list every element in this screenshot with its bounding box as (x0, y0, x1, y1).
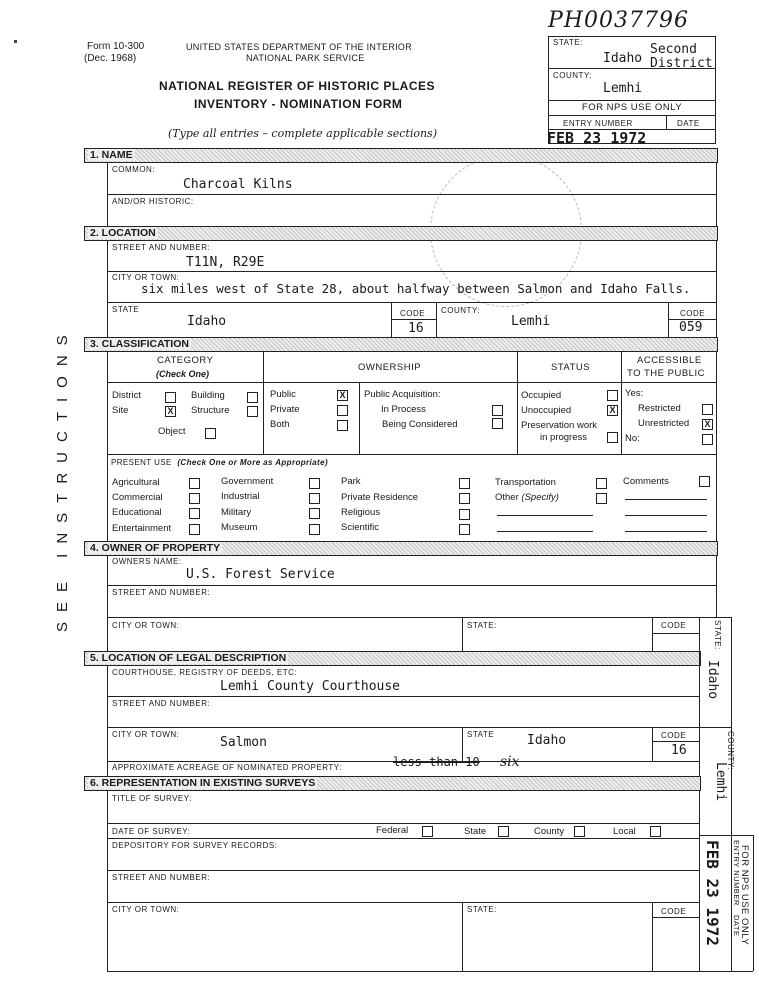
form-rule (621, 351, 622, 454)
section-1-header (84, 148, 718, 163)
legal-code-value: 16 (671, 743, 687, 758)
category-site-checkbox[interactable]: X (165, 406, 176, 417)
in-process-checkbox[interactable] (492, 405, 503, 416)
right-date-stamp: FEB 23 1972 (703, 840, 722, 946)
location-city-value: six miles west of State 28, about halfway between Salmon and Idaho Falls. (141, 281, 691, 296)
section-5-title: 5. LOCATION OF LEGAL DESCRIPTION (90, 652, 287, 664)
use-government-label: Government (221, 476, 274, 487)
form-rule (107, 902, 699, 903)
survey-code-label: CODE (661, 907, 687, 916)
location-state-label: STATE (112, 305, 140, 314)
category-header: CATEGORY (157, 355, 214, 366)
location-county-label: COUNTY: (441, 306, 481, 315)
category-building-label: Building (191, 390, 225, 401)
legal-city-label: CITY OR TOWN: (112, 730, 180, 739)
accessible-restricted-checkbox[interactable] (702, 404, 713, 415)
form-rule (107, 823, 699, 824)
agency-line-2: NATIONAL PARK SERVICE (246, 53, 365, 63)
use-scientific-checkbox[interactable] (459, 524, 470, 535)
form-rule (517, 351, 518, 454)
section-left-border (107, 351, 108, 541)
status-occupied-label: Occupied (521, 390, 562, 401)
survey-date-label: DATE OF SURVEY: (112, 827, 191, 836)
use-entertainment-label: Entertainment (112, 523, 172, 534)
use-industrial-checkbox[interactable] (309, 493, 320, 504)
status-preservation-label-2: in progress (540, 432, 587, 443)
survey-county-label: County (534, 826, 565, 837)
acreage-struck-value: less than 10 (393, 755, 480, 769)
form-rule (107, 727, 699, 728)
survey-county-checkbox[interactable] (574, 826, 585, 837)
form-number: Form 10-300 (87, 41, 145, 52)
location-county-value: Lemhi (511, 314, 551, 329)
survey-local-label: Local (613, 826, 636, 837)
survey-title-label: TITLE OF SURVEY: (112, 794, 192, 803)
courthouse-label: COURTHOUSE, REGISTRY OF DEEDS, ETC: (112, 668, 298, 677)
right-state-label: STATE: (713, 620, 722, 650)
use-other-hint: (Specify) (521, 492, 559, 503)
common-label: COMMON: (112, 165, 156, 174)
right-nps-label: FOR NPS USE ONLY (739, 845, 750, 946)
legal-code-label: CODE (661, 731, 687, 740)
category-subheader: (Check One) (156, 369, 210, 379)
top-date-stamp: FEB 23 1972 (547, 129, 647, 147)
survey-state-checkbox[interactable] (498, 826, 509, 837)
ownership-public-label: Public (270, 389, 296, 400)
ownership-header: OWNERSHIP (358, 362, 422, 373)
use-comments-label: Comments (623, 476, 669, 487)
legal-state-label: STATE (467, 730, 495, 739)
section-right-border (716, 351, 717, 541)
acreage-label: APPROXIMATE ACREAGE OF NOMINATED PROPERTY: (112, 763, 342, 772)
section-2-title: 2. LOCATION (90, 227, 156, 239)
ownership-private-checkbox[interactable] (337, 405, 348, 416)
top-state-value: Idaho (603, 51, 643, 66)
section-6-title: 6. REPRESENTATION IN EXISTING SURVEYS (90, 777, 316, 789)
status-preservation-label-1: Preservation work (521, 420, 598, 431)
section-3-header (84, 337, 718, 352)
form-rule (652, 727, 653, 761)
section-2-header (84, 226, 718, 241)
right-strip-border (699, 835, 753, 836)
form-rule (107, 585, 716, 586)
category-object-label: Object (158, 426, 186, 437)
location-code-value: 16 (408, 321, 424, 336)
survey-state-label-2: STATE: (467, 905, 497, 914)
use-private-residence-label: Private Residence (341, 492, 419, 503)
accessible-unrestricted-checkbox[interactable]: X (702, 419, 713, 430)
top-nps-label: FOR NPS USE ONLY (581, 102, 683, 113)
use-agricultural-label: Agricultural (112, 477, 160, 488)
survey-federal-checkbox[interactable] (422, 826, 433, 837)
location-state-value: Idaho (187, 314, 227, 329)
right-strip-border (699, 727, 731, 728)
right-strip-border (699, 617, 731, 618)
use-religious-label: Religious (341, 507, 381, 518)
form-rule (652, 617, 653, 651)
form-rule (359, 382, 360, 454)
section-left-border (107, 555, 108, 651)
form-rule (107, 838, 699, 839)
use-scientific-label: Scientific (341, 522, 380, 533)
use-transportation-checkbox[interactable] (596, 478, 607, 489)
accessible-header-2: TO THE PUBLIC (627, 368, 705, 379)
accessible-restricted-label: Restricted (638, 403, 681, 414)
courthouse-value: Lemhi County Courthouse (220, 679, 401, 694)
form-bottom-rule (107, 971, 699, 972)
category-district-checkbox[interactable] (165, 392, 176, 403)
common-name-value: Charcoal Kilns (183, 177, 293, 192)
right-strip-border (699, 617, 700, 971)
legal-city-value: Salmon (220, 735, 267, 750)
present-use-label-text: PRESENT USE (111, 458, 172, 467)
owner-street-label: STREET AND NUMBER: (112, 588, 211, 597)
instructions-note: (Type all entries – complete applicable sections) (168, 127, 437, 140)
ownership-public-checkbox[interactable]: X (337, 390, 348, 401)
form-rule (107, 454, 716, 455)
category-structure-checkbox[interactable] (247, 406, 258, 417)
present-use-hint: (Check One or More as Appropriate) (177, 458, 329, 467)
section-3-title: 3. CLASSIFICATION (90, 338, 189, 350)
status-preservation-checkbox[interactable] (607, 432, 618, 443)
use-educational-checkbox[interactable] (189, 508, 200, 519)
right-strip-border (753, 835, 754, 971)
accessible-unrestricted-label: Unrestricted (638, 418, 690, 429)
use-private-residence-checkbox[interactable] (459, 493, 470, 504)
use-industrial-label: Industrial (221, 491, 260, 502)
section-4-header (84, 541, 718, 556)
form-rule (107, 302, 716, 303)
use-religious-checkbox[interactable] (459, 509, 470, 520)
legal-street-label: STREET AND NUMBER: (112, 699, 211, 708)
form-rule (462, 617, 463, 651)
accessible-no-checkbox[interactable] (702, 434, 713, 445)
section-5-header (84, 651, 701, 666)
survey-state-label: State (464, 826, 487, 837)
survey-federal-label: Federal (376, 825, 409, 836)
section-left-border (107, 665, 108, 776)
form-rule (462, 902, 463, 971)
use-park-label: Park (341, 476, 361, 487)
form-rule (391, 319, 436, 320)
top-box-divider (548, 100, 716, 101)
section-right-border (716, 240, 717, 337)
form-date: (Dec. 1968) (84, 53, 137, 64)
use-other-checkbox[interactable] (596, 493, 607, 504)
section-left-border (107, 240, 108, 337)
ownership-private-label: Private (270, 404, 300, 415)
being-considered-label: Being Considered (382, 419, 458, 430)
right-date-label: DATE (732, 915, 741, 937)
top-district-value: Second District (650, 42, 713, 71)
acreage-handwritten-value: six (500, 754, 520, 770)
right-entry-label: ENTRY NUMBER (732, 840, 741, 906)
form-rule (107, 194, 716, 195)
top-county-label: COUNTY: (553, 71, 593, 80)
speck (14, 40, 17, 43)
form-rule (107, 271, 716, 272)
section-1-title: 1. NAME (90, 149, 133, 161)
form-rule (652, 902, 653, 971)
survey-city-label: CITY OR TOWN: (112, 905, 180, 914)
category-structure-label: Structure (191, 405, 230, 416)
form-rule (652, 917, 699, 918)
use-transportation-label: Transportation (495, 477, 556, 488)
right-strip-border (699, 971, 753, 972)
other-blank-line-2 (497, 531, 593, 532)
public-acquisition-label: Public Acquisition: (364, 389, 441, 400)
handwritten-reference-number: PH0037796 (548, 8, 689, 33)
other-blank-line-1 (497, 515, 593, 516)
ownership-both-checkbox[interactable] (337, 420, 348, 431)
form-rule (107, 870, 699, 871)
use-park-checkbox[interactable] (459, 478, 470, 489)
use-museum-checkbox[interactable] (309, 524, 320, 535)
location-code-label: CODE (400, 309, 426, 318)
category-object-checkbox[interactable] (205, 428, 216, 439)
top-county-value: Lemhi (603, 81, 643, 96)
location-city-label: CITY OR TOWN: (112, 273, 180, 282)
owner-state-label: STATE: (467, 621, 497, 630)
location-code2-value: 059 (679, 320, 703, 335)
location-code2-label: CODE (680, 309, 706, 318)
status-unoccupied-label: Unoccupied (521, 405, 572, 416)
accessible-yes-label: Yes: (625, 388, 644, 399)
use-museum-label: Museum (221, 522, 258, 533)
comments-blank-line-1 (625, 499, 707, 500)
use-other-label (495, 492, 559, 503)
section-right-border (716, 162, 717, 226)
form-rule (436, 302, 437, 337)
form-title-line-2: INVENTORY - NOMINATION FORM (194, 97, 403, 111)
top-state-label: STATE: (553, 38, 583, 47)
comments-blank-line-3 (625, 531, 707, 532)
top-box-divider (548, 115, 716, 116)
location-street-label: STREET AND NUMBER: (112, 243, 211, 252)
location-street-value: T11N, R29E (186, 255, 265, 270)
agency-line-1: UNITED STATES DEPARTMENT OF THE INTERIOR (186, 42, 413, 52)
owner-name-label: OWNERS NAME: (112, 557, 182, 566)
top-box-divider (548, 68, 716, 69)
form-rule (107, 382, 716, 383)
use-military-checkbox[interactable] (309, 508, 320, 519)
use-commercial-label: Commercial (112, 492, 163, 503)
see-instructions-side-text: SEE INSTRUCTIONS (54, 325, 71, 632)
owner-city-label: CITY OR TOWN: (112, 621, 180, 630)
section-right-border (716, 555, 717, 617)
status-header: STATUS (551, 362, 591, 373)
form-rule (107, 696, 699, 697)
section-4-title: 4. OWNER OF PROPERTY (90, 542, 221, 554)
present-use-label (111, 458, 328, 467)
ownership-both-label: Both (270, 419, 290, 430)
top-entry-label: ENTRY NUMBER (563, 119, 633, 128)
survey-street-label: STREET AND NUMBER: (112, 873, 211, 882)
top-date-label: DATE (677, 119, 700, 128)
form-rule (263, 351, 264, 454)
form-title-line-1: NATIONAL REGISTER OF HISTORIC PLACES (159, 79, 436, 93)
use-government-checkbox[interactable] (309, 478, 320, 489)
section-6-header (84, 776, 701, 791)
right-state-value: Idaho (705, 660, 720, 700)
right-county-value: Lemhi (713, 762, 728, 802)
use-commercial-checkbox[interactable] (189, 493, 200, 504)
historic-label: AND/OR HISTORIC: (112, 197, 194, 206)
form-rule (652, 741, 699, 742)
category-building-checkbox[interactable] (247, 392, 258, 403)
use-educational-label: Educational (112, 507, 162, 518)
use-entertainment-checkbox[interactable] (189, 524, 200, 535)
being-considered-checkbox[interactable] (492, 418, 503, 429)
use-comments-checkbox[interactable] (699, 476, 710, 487)
comments-blank-line-2 (625, 515, 707, 516)
in-process-label: In Process (381, 404, 426, 415)
use-military-label: Military (221, 507, 252, 518)
survey-local-checkbox[interactable] (650, 826, 661, 837)
form-rule (107, 617, 716, 618)
use-other-text: Other (495, 492, 519, 503)
accessible-no-label: No: (625, 433, 640, 444)
legal-state-value: Idaho (527, 733, 567, 748)
status-occupied-checkbox[interactable] (607, 390, 618, 401)
category-site-label: Site (112, 405, 129, 416)
form-rule (652, 633, 700, 634)
owner-name-value: U.S. Forest Service (186, 567, 335, 582)
right-county-label: COUNTY: (726, 731, 735, 771)
depository-label: DEPOSITORY FOR SURVEY RECORDS: (112, 841, 278, 850)
top-box-divider (666, 115, 667, 129)
accessible-header-1: ACCESSIBLE (637, 355, 702, 366)
section-left-border (107, 790, 108, 971)
category-district-label: District (112, 390, 142, 401)
owner-code-label: CODE (661, 621, 687, 630)
use-agricultural-checkbox[interactable] (189, 478, 200, 489)
status-unoccupied-checkbox[interactable]: X (607, 405, 618, 416)
